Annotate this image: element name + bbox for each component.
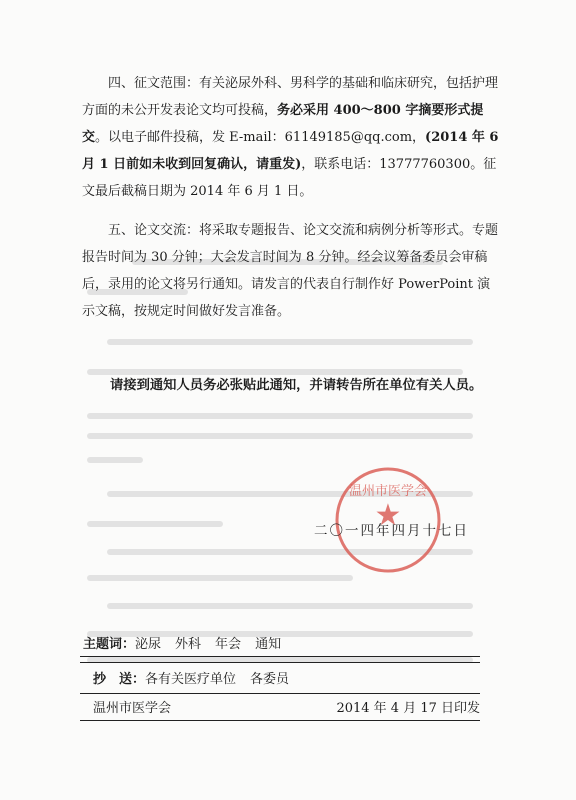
section-4-bold-b: (2014 年 6 月 1 日前如未收到回复确认，请重发) — [82, 130, 499, 172]
section-5-paragraph — [82, 217, 502, 325]
notice-text: 请接到通知人员务必张贴此通知，并请转告所在单位有关人员。 — [110, 378, 483, 393]
section-4-text-b: 。以电子邮件投稿，发 E-mail：61149185@qq.com， — [95, 130, 426, 145]
section-4-bold-a: 务必采用 400～800 字摘要形式提交 — [82, 103, 484, 145]
cc-recipient: 各有关医疗单位 — [145, 672, 237, 687]
svg-text:★: ★ — [374, 498, 402, 533]
divider — [80, 720, 480, 721]
issuing-organization: 温州市医学会 — [93, 701, 172, 716]
cc-recipient: 各委员 — [250, 672, 290, 687]
topic-word: 年会 — [215, 637, 242, 652]
topic-word: 外科 — [175, 637, 202, 652]
topic-word: 泌尿 — [135, 637, 162, 652]
divider — [80, 656, 480, 657]
divider — [80, 693, 480, 694]
cc-label: 抄 送： — [93, 672, 146, 687]
topic-words-line — [83, 633, 281, 652]
divider — [80, 662, 480, 663]
section-4-text-c: ，联系电话：13777760300。征文最后截稿日期为 2014 年 6 月 1 日。 — [82, 157, 497, 199]
section-4-text-a: 有关泌尿外科、男科学的基础和临床研究，包括护理方面的未公开发表论文均可投稿， — [82, 76, 499, 118]
section-4-paragraph — [82, 70, 502, 205]
seal-text: 温州市医学会 — [348, 484, 428, 499]
cc-line — [93, 668, 289, 687]
section-5-title: 五、论文交流： — [108, 223, 200, 238]
signature-date: 二〇一四年四月十七日 — [314, 523, 469, 539]
print-date: 2014 年 4 月 17 日印发 — [336, 701, 480, 716]
section-4-title: 四、征文范围： — [108, 76, 200, 91]
topic-label: 主题词： — [83, 637, 136, 652]
section-5-text: 将采取专题报告、论文交流和病例分析等形式。专题报告时间为 30 分钟；大会发言时间为 8 分钟。经会议筹备委员会审稿后，录用的论文将另行通知。请发言的代表自行制作好 PowerPoint 演示文稿，按规定时间做好发言准备。 — [82, 223, 499, 319]
topic-word: 通知 — [255, 637, 282, 652]
